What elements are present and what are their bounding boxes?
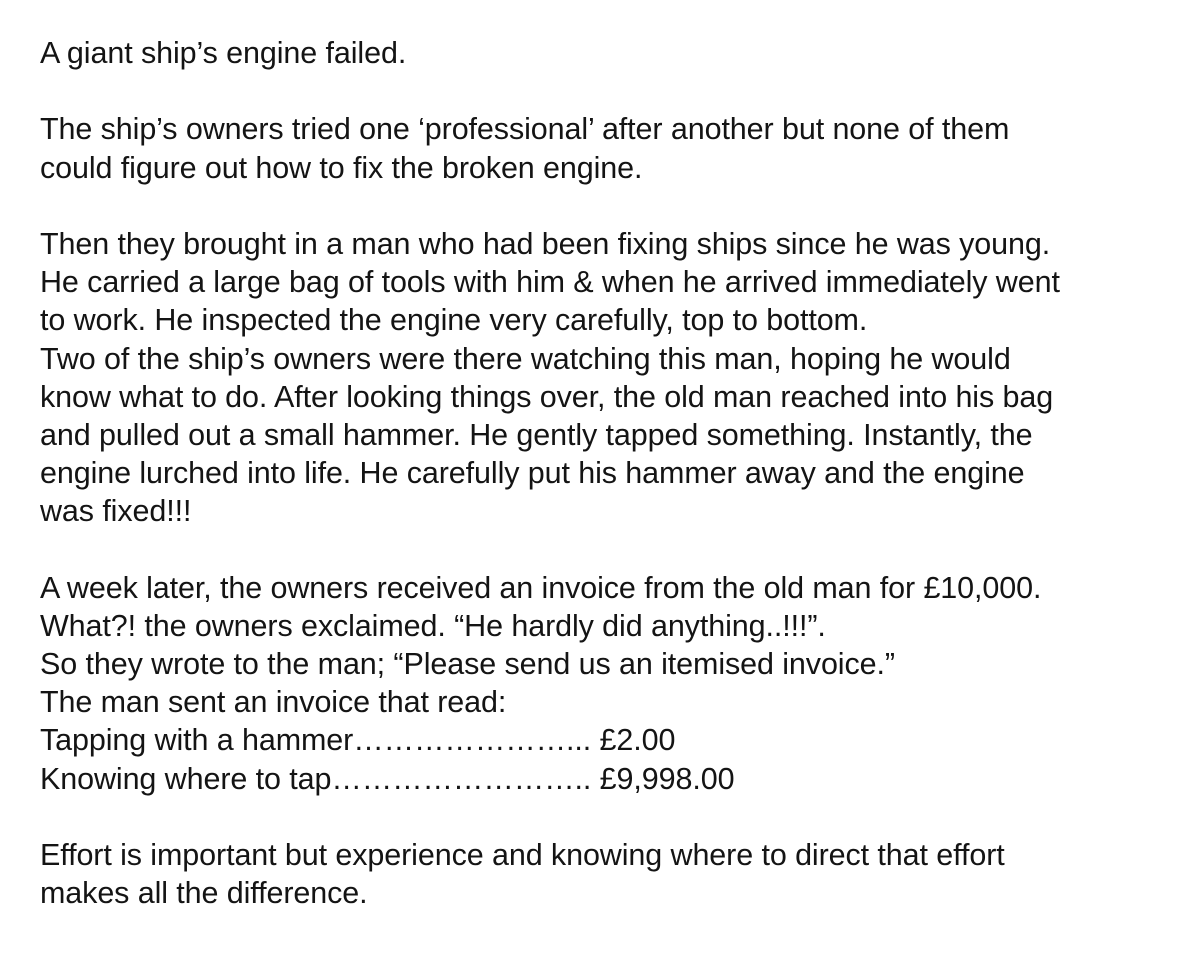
paragraph-3-line-1: Then they brought in a man who had been fixing ships since he was young. xyxy=(40,226,1051,261)
moral-line-1: Effort is important but experience and knowing where to direct that effort xyxy=(40,837,1005,872)
paragraph-gap xyxy=(40,187,1190,225)
opening-line: A giant ship’s engine failed. xyxy=(40,36,407,70)
invoice-line-tapping: Tapping with a hammer…………………... £2.00 xyxy=(40,723,676,758)
paragraph-4-line-4: The man sent an invoice that read: xyxy=(40,685,507,720)
paragraph-3-line-6: and pulled out a small hammer. He gently tapped something. Instantly, the xyxy=(40,417,1033,452)
paragraph-4-line-3: So they wrote to the man; “Please send us an itemised invoice.” xyxy=(40,647,895,681)
paragraph-3-line-5: know what to do. After looking things over, the old man reached into his bag xyxy=(40,379,1054,414)
paragraph-2-line-1: The ship’s owners tried one ‘professional’ after another but none of them xyxy=(40,112,1010,147)
paragraph-gap xyxy=(40,72,1190,110)
paragraph-gap xyxy=(40,530,1190,568)
paragraph-3-line-2: He carried a large bag of tools with him & when he arrived immediately went xyxy=(40,265,1060,300)
invoice-line-knowing: Knowing where to tap…………………….. £9,998.00 xyxy=(40,761,735,796)
paragraph-3-line-8: was fixed!!! xyxy=(40,494,192,529)
paragraph-2-line-2: could figure out how to fix the broken engine. xyxy=(40,150,643,185)
paragraph-4-line-1: A week later, the owners received an invoice from the old man for £10,000. xyxy=(40,570,1042,605)
document-body xyxy=(40,34,1190,912)
paragraph-3-line-4: Two of the ship’s owners were there watching this man, hoping he would xyxy=(40,341,1011,376)
paragraph-3-line-3: to work. He inspected the engine very carefully, top to bottom. xyxy=(40,303,868,338)
moral-line-2: makes all the difference. xyxy=(40,876,368,911)
paragraph-4-line-2: What?! the owners exclaimed. “He hardly did anything..!!!”. xyxy=(40,608,826,643)
paragraph-gap xyxy=(40,798,1190,836)
paragraph-3-line-7: engine lurched into life. He carefully put his hammer away and the engine xyxy=(40,456,1025,491)
